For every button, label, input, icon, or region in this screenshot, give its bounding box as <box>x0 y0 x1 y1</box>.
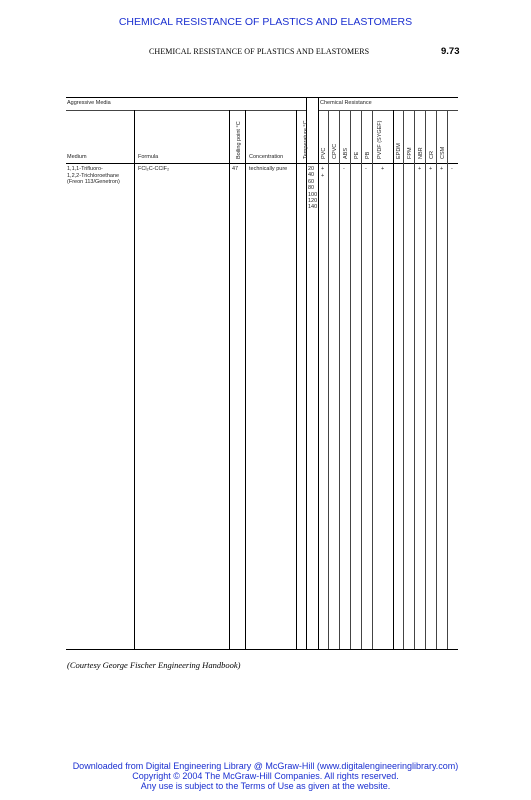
boiling-point-header: Boiling point °C <box>236 121 242 159</box>
document-banner: CHEMICAL RESISTANCE OF PLASTICS AND ELASTOMERS <box>118 16 413 28</box>
boiling-point-cell: 47 <box>232 166 239 172</box>
temperature-value: 80 <box>308 185 315 192</box>
col-divider <box>447 110 448 649</box>
material-header: CSM <box>440 146 446 159</box>
material-header: EPDM <box>396 143 402 159</box>
rating-nbr: + <box>440 166 444 172</box>
aggressive-media-header: Aggressive Media <box>67 100 111 106</box>
col-divider <box>245 110 246 649</box>
formula-cell: FCl₂C-CClF₂ <box>138 166 170 172</box>
col-divider <box>393 110 394 649</box>
table-bottom-rule <box>66 649 458 650</box>
rating-abs: - <box>343 166 345 172</box>
footer-line-1[interactable]: Downloaded from Digital Engineering Library @ McGraw-Hill (www.digitalengineeringlibrary.com) <box>72 761 459 771</box>
rating-fpm: + <box>429 166 433 172</box>
material-header: PVC <box>321 147 327 159</box>
temperature-list <box>308 166 317 211</box>
temperature-value: 100 <box>308 191 318 198</box>
material-header: FPM <box>407 147 413 159</box>
rating-cr: - <box>451 166 453 172</box>
page-number: 9.73 <box>441 46 460 57</box>
temperature-value: 140 <box>308 204 318 211</box>
formula-header: Formula <box>138 154 159 160</box>
temperature-value: 40 <box>308 172 315 179</box>
rating-pe: - <box>365 166 367 172</box>
rating-pvc-20: + <box>321 166 325 172</box>
col-divider <box>403 110 404 649</box>
temperature-value: 120 <box>308 198 318 205</box>
col-divider <box>436 110 437 649</box>
material-header: PVDF (SYGEF) <box>377 120 383 159</box>
running-head: CHEMICAL RESISTANCE OF PLASTICS AND ELASTOMERS <box>149 47 370 56</box>
temperature-value: 60 <box>308 178 315 185</box>
rating-epdm: + <box>418 166 422 172</box>
col-divider <box>414 110 415 649</box>
concentration-cell: technically pure <box>249 166 288 172</box>
col-divider <box>425 110 426 649</box>
col-divider <box>134 110 135 649</box>
medium-header: Medium <box>67 154 87 160</box>
col-divider <box>306 97 307 649</box>
aggressive-media-rule <box>66 110 306 111</box>
footer-line-2: Copyright © 2004 The McGraw-Hill Companies. All rights reserved. <box>132 771 399 781</box>
chemical-resistance-header: Chemical Resistance <box>320 100 372 106</box>
header-bottom-rule <box>66 163 458 164</box>
col-divider <box>339 110 340 649</box>
material-header: ABS <box>343 147 349 159</box>
rating-pvdf: + <box>381 166 385 172</box>
col-divider <box>328 110 329 649</box>
col-divider <box>229 110 230 649</box>
medium-line: (Freon 113/Genetron) <box>67 179 120 186</box>
medium-cell <box>67 166 120 186</box>
rating-pvc-40: + <box>321 173 325 179</box>
material-header: NBR <box>418 147 424 159</box>
download-footer <box>0 761 531 791</box>
table-top-rule <box>66 97 458 98</box>
material-header: PB <box>365 151 371 159</box>
concentration-header: Concentration <box>249 154 284 160</box>
medium-line: 1,2,2-Trichloroethane <box>67 172 120 179</box>
col-divider <box>372 110 373 649</box>
medium-line: 1,1,1-Trifluoro- <box>67 166 103 172</box>
temperature-value: 20 <box>308 166 315 172</box>
temperature-header: Temperature °C <box>303 120 309 159</box>
col-divider <box>350 110 351 649</box>
footer-line-3: Any use is subject to the Terms of Use as given at the website. <box>140 781 391 791</box>
courtesy-note: (Courtesy George Fischer Engineering Handbook) <box>67 660 241 670</box>
col-divider <box>361 110 362 649</box>
material-header: CR <box>429 151 435 159</box>
material-header: PE <box>354 151 360 159</box>
material-header: CPVC <box>332 143 338 159</box>
col-divider <box>318 97 319 649</box>
col-divider <box>296 110 297 649</box>
